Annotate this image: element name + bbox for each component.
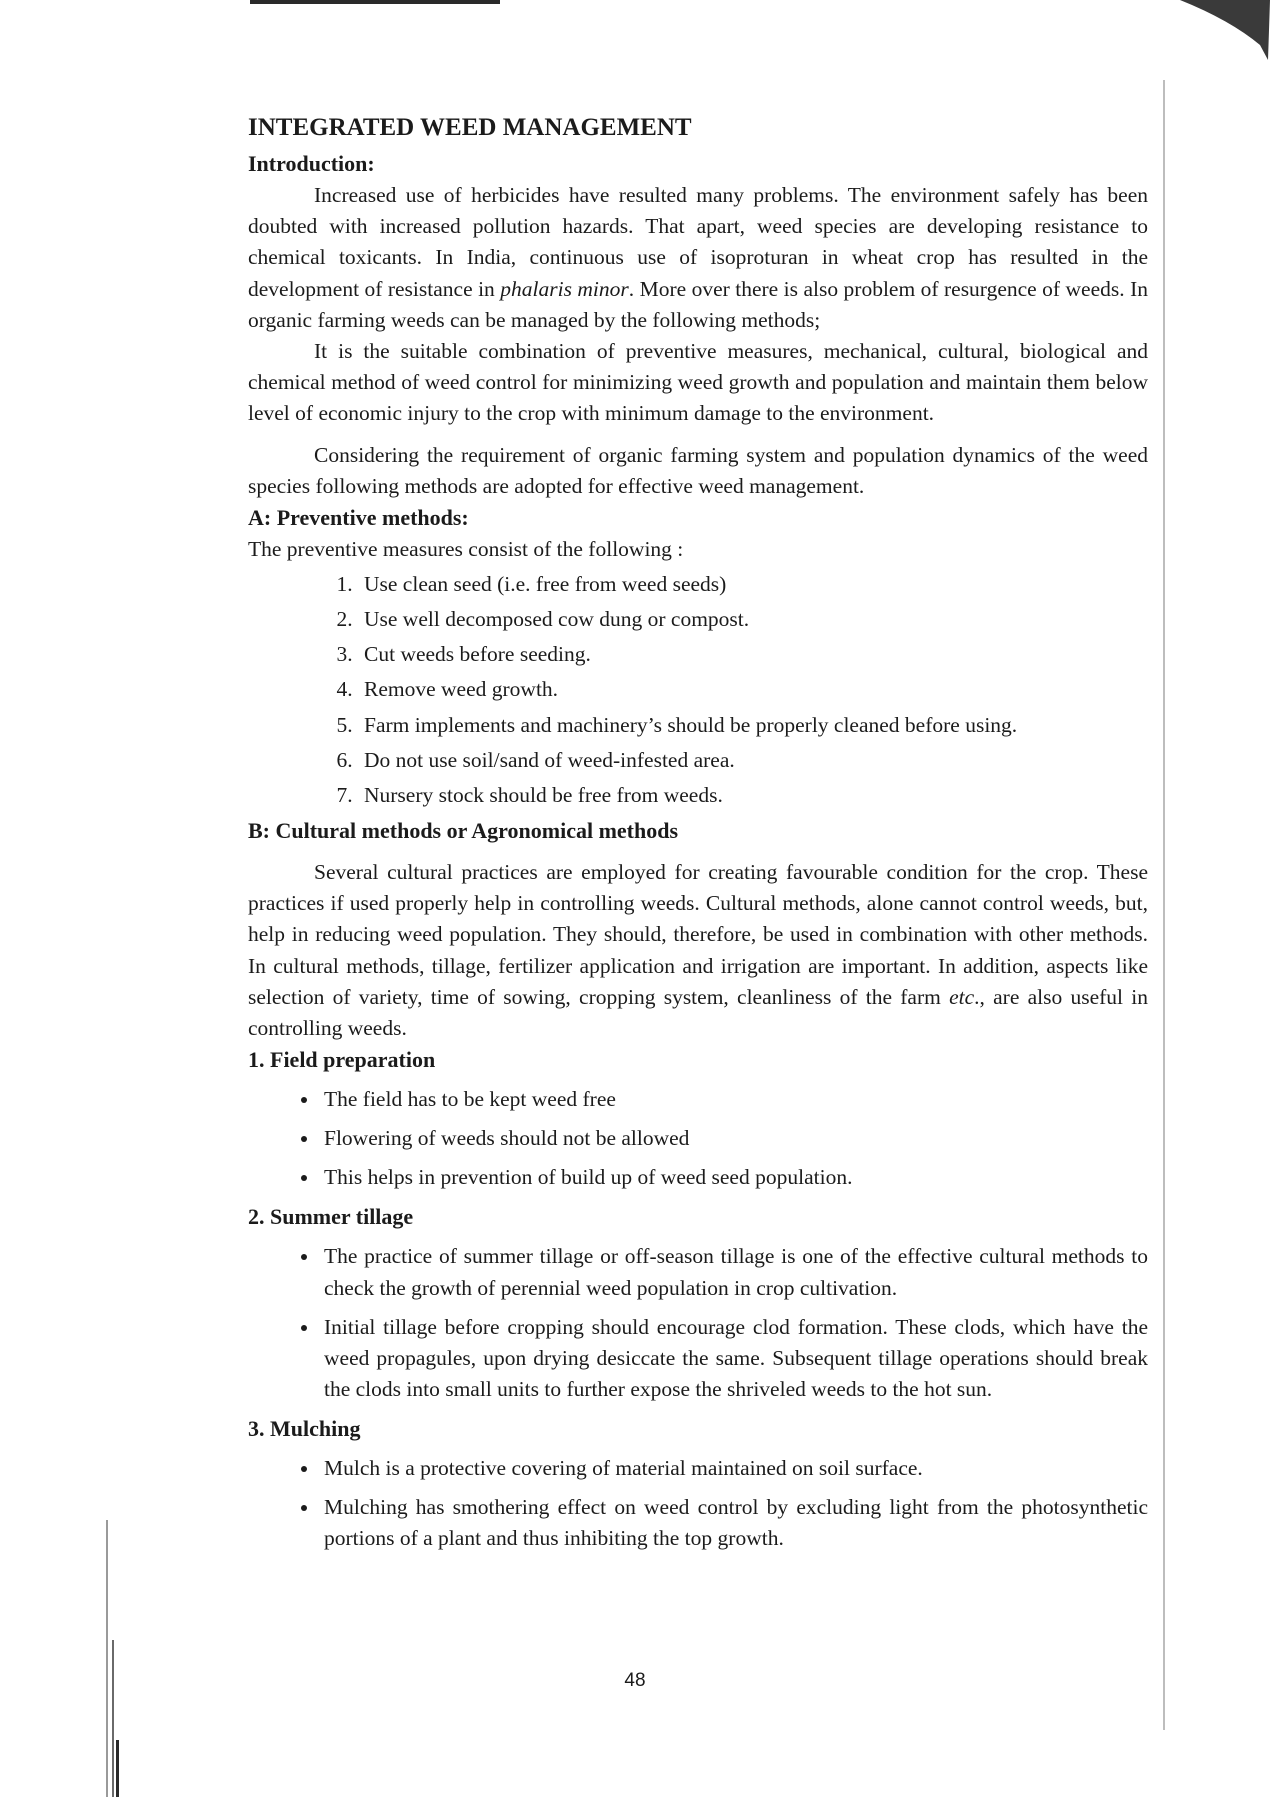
intro-paragraph-1-end: . More over there is also problem of resurgence of weeds. In organic farming weeds can be managed by the following methods; — [248, 276, 1148, 332]
preventive-intro: The preventive measures consist of the following : — [248, 536, 684, 561]
scan-edge-right — [1163, 80, 1165, 1730]
list-item: 4. Remove weed growth. — [358, 674, 1148, 705]
intro-paragraph-3: Considering the requirement of organic farming system and population dynamics of the weed species following methods are adopted for effective weed management. — [248, 442, 1148, 498]
list-item: • This helps in prevention of build up of weed seed population. — [320, 1162, 1148, 1193]
intro-paragraph-1-text: Increased use of herbicides have resulted many problems. The environment safely has been doubted with increased pollution hazards. That apart, weed species are developing resistance to chemical toxicants. In India, continuous use of isoproturan in wheat crop has resulted in the development of resistance in — [248, 183, 1148, 301]
cultural-italic-etc: etc — [949, 984, 975, 1009]
cultural-heading: B: Cultural methods or Agronomical methods — [248, 818, 679, 844]
mulching-heading: 3. Mulching — [248, 1416, 361, 1442]
intro-paragraph-1 — [248, 180, 1148, 336]
cultural-paragraph-end: ., are also useful in controlling weeds. — [248, 984, 1148, 1040]
summer-tillage-heading: 2. Summer tillage — [248, 1204, 414, 1230]
list-item: • The practice of summer tillage or off-season tillage is one of the effective cultural methods to check the growth of perennial weed population in crop cultivation. — [320, 1241, 1148, 1303]
introduction-heading: Introduction: — [248, 151, 375, 177]
list-item: 7. Nursery stock should be free from weeds. — [358, 780, 1148, 811]
list-item: • The field has to be kept weed free — [320, 1084, 1148, 1115]
scan-corner-curl — [1160, 0, 1270, 70]
field-preparation-heading: 1. Field preparation — [248, 1047, 436, 1073]
scan-edge-top — [250, 0, 500, 4]
cultural-paragraph — [248, 857, 1148, 1044]
page-title: INTEGRATED WEED MANAGEMENT — [248, 114, 692, 141]
mulching-list — [248, 1453, 1148, 1555]
list-item: • Mulching has smothering effect on weed control by excluding light from the photosynthetic portions of a plant and thus inhibiting the top growth. — [320, 1492, 1148, 1554]
cultural-paragraph-text: Several cultural practices are employed for creating favourable condition for the crop. These practices if used properly help in controlling weeds. Cultural methods, alone cannot control weeds, but, help in reducing weed population. They should, therefore, be used in combination with other methods. In cultural methods, tillage, fertilizer application and irrigation are important. In addition, aspects like selection of variety, time of sowing, cropping system, cleanliness of the farm — [248, 860, 1148, 1009]
list-item: • Initial tillage before cropping should encourage clod formation. These clods, which have the weed propagules, upon drying desiccate the same. Subsequent tillage operations should break the clods into small units to further expose the shriveled weeds to the hot sun. — [320, 1312, 1148, 1406]
list-item: 6. Do not use soil/sand of weed-infested area. — [358, 745, 1148, 776]
scan-binding-marks — [104, 1520, 120, 1797]
summer-tillage-list — [248, 1241, 1148, 1405]
list-item: 5. Farm implements and machinery’s should be properly cleaned before using. — [358, 710, 1148, 741]
preventive-heading: A: Preventive methods: — [248, 504, 469, 530]
field-preparation-list — [248, 1084, 1148, 1194]
intro-italic-term: phalaris minor — [500, 276, 629, 301]
page-number: 48 — [624, 1670, 646, 1691]
intro-paragraph-2: It is the suitable combination of preventive measures, mechanical, cultural, biological and chemical method of weed control for minimizing weed growth and population and maintain them below level of economic injury to the crop with minimum damage to the environment. — [248, 339, 1148, 426]
list-item: 2. Use well decomposed cow dung or compost. — [358, 604, 1148, 635]
preventive-list — [248, 569, 1148, 811]
list-item: 1. Use clean seed (i.e. free from weed seeds) — [358, 569, 1148, 600]
list-item: • Mulch is a protective covering of material maintained on soil surface. — [320, 1453, 1148, 1484]
main-text — [248, 110, 1148, 1563]
list-item: • Flowering of weeds should not be allowed — [320, 1123, 1148, 1154]
list-item: 3. Cut weeds before seeding. — [358, 639, 1148, 670]
